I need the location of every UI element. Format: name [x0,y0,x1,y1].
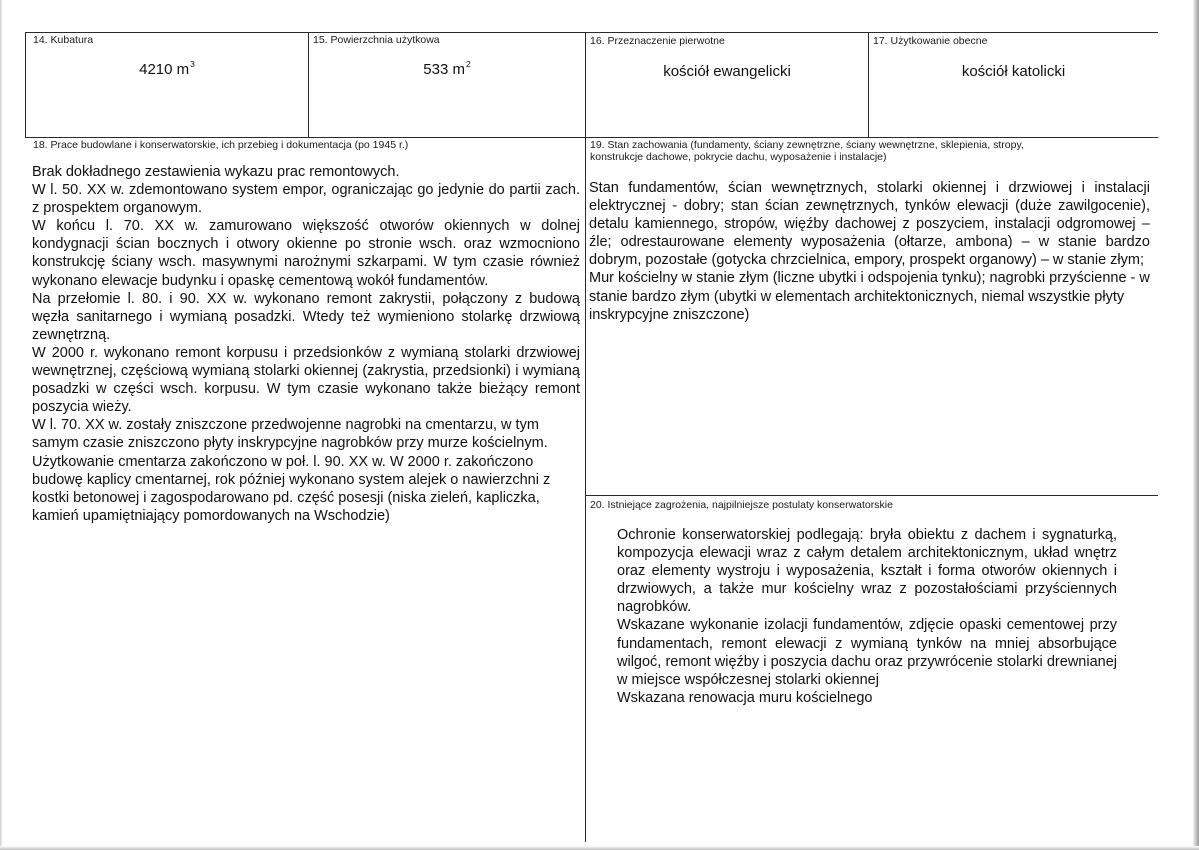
scan-edge-left [0,0,3,850]
stan-label: 19. Stan zachowania (fundamenty, ściany zewnętrzne, ściany wewnętrzne, sklepienia, stropy, konstrukcje dachowe, pokrycie dachu, wyposażenie i instalacje) [590,139,1024,163]
zagrozenia-label: 20. Istniejące zagrożenia, najpilniejsze postulaty konserwatorskie [590,499,893,511]
prace-paragraph: W l. 70. XX w. zostały zniszczone przedwojenne nagrobki na cmentarzu, w tym samym czasie zniszczono płyty inskrypcyjne nagrobków przy murze kościelnym. Użytkowanie cmentarza zakończono w poł. l. 90. XX w. W 2000 r. zakończono budowę kaplicy cmentarnej, rok później wykonano system alejek o nawierzchni z kostki betonowej i zagospodarowano pd. część posesji (niska zieleń, kapliczka, kamień upamiętniający pomordowanych na Wschodzie) [32,417,551,524]
prace-paragraph: Brak dokładnego zestawienia wykazu prac remontowych. [32,164,400,180]
zagrozenia-text [617,526,1117,707]
table-left-rule [25,32,26,137]
uzytkowanie-label: 17. Użytkowanie obecne [873,35,988,47]
kubatura-label: 14. Kubatura [33,34,94,46]
divider-16-17 [868,32,869,137]
prace-paragraph: W 2000 r. wykonano remont korpusu i przedsionków z wymianą stolarki drzwiowej wewnętrznej, częściową wymianą stolarki okiennej (zakrystia, przedsionki) i wymianą posadzki w części wsch. korpusu. W tym czasie wykonano także bieżący remont poszycia wieży. [32,344,580,416]
divider-14-15 [308,32,309,138]
scan-edge-right [1193,0,1199,850]
przeznaczenie-value: kościół ewangelicki [663,63,791,80]
powierzchnia-label: 15. Powierzchnia użytkowa [313,34,440,46]
przeznaczenie-label: 16. Przeznaczenie pierwotne [590,35,725,47]
powierzchnia-value: 533 $m^2$ [423,59,471,78]
zagrozenia-paragraph: Ochronie konserwatorskiej podlegają: bryła obiektu z dachem i sygnaturką, kompozycja elewacji wraz z całym detalem architektonicznym, układ wnętrz oraz elementy wystroju i wyposażenia, kształt i forma otworów okiennych i drzwiowych, a także mur kościelny wraz z pozostałościami przyściennych nagrobków. [617,527,1117,616]
zagrozenia-paragraph: Wskazane wykonanie izolacji fundamentów, zdjęcie opaski cementowej przy fundamentach, remont elewacji z wymianą tynków na mniej absorbujące wilgoć, remont więźby i poszycia dachu oraz przywrócenie stolarki drewnianej w miejsce współczesnej stolarki okiennej [617,617,1117,688]
uzytkowanie-value: kościół katolicki [961,63,1066,80]
divider-15-16 [585,32,586,842]
kubatura-value: 4210 $m^3$ [139,59,195,78]
prace-paragraph: W l. 50. XX w. zdemontowano system empor, ograniczając go jedynie do partii zach. z prospektem organowym. [32,182,580,217]
stan-paragraph: Mur kościelny w stanie złym (liczne ubytki i odspojenia tynku); nagrobki przyścienne - w stanie bardzo złym (ubytki w elementach architektonicznych, niemal wszystkie płyty inskrypcyjne zniszczone) [589,270,1150,323]
stan-text [589,179,1150,324]
table-top-rule [25,32,1158,33]
scan-edge-bottom [0,846,1199,850]
prace-label: 18. Prace budowlane i konserwatorskie, ich przebieg i dokumentacja (po 1945 r.) [33,139,409,151]
zagrozenia-paragraph: Wskazana renowacja muru kościelnego [617,689,873,706]
prace-paragraph: Na przełomie l. 80. i 90. XX w. wykonano remont zakrystii, połączony z budową węzła sanitarnego i wymianą posadzki. Wtedy też wymieniono stolarkę drzwiową zewnętrzną. [32,290,580,343]
prace-paragraph: W końcu l. 70. XX w. zamurowano większość otworów okiennych w dolnej kondygnacji ścian bocznych i otwory okienne po stronie wsch. oraz wzmocniono konstrukcję ściany wsch. masywnymi narożnymi szkarpami. W tym czasie również wykonano elewacje budynku i opaskę cementową wokół fundamentów. [32,218,580,289]
prace-text [32,163,580,525]
stan-paragraph: Stan fundamentów, ścian wewnętrznych, stolarki okiennej i drzwiowej i instalacji elektrycznej - dobry; stan ścian zewnętrznych, tynków elewacji (duże zawilgocenie), detalu kamiennego, stropów, więźby dachowej z poszyciem, instalacji odgromowej – źle; odrestaurowane elementy wyposażenia (ołtarze, ambona) – w stanie bardzo dobrym, pozostałe (gotycka chrzcielnica, empory, prospekt organowy) – w stanie złym; [589,180,1150,269]
row1-bottom-rule [25,137,1158,138]
section20-top-rule [585,495,1158,496]
